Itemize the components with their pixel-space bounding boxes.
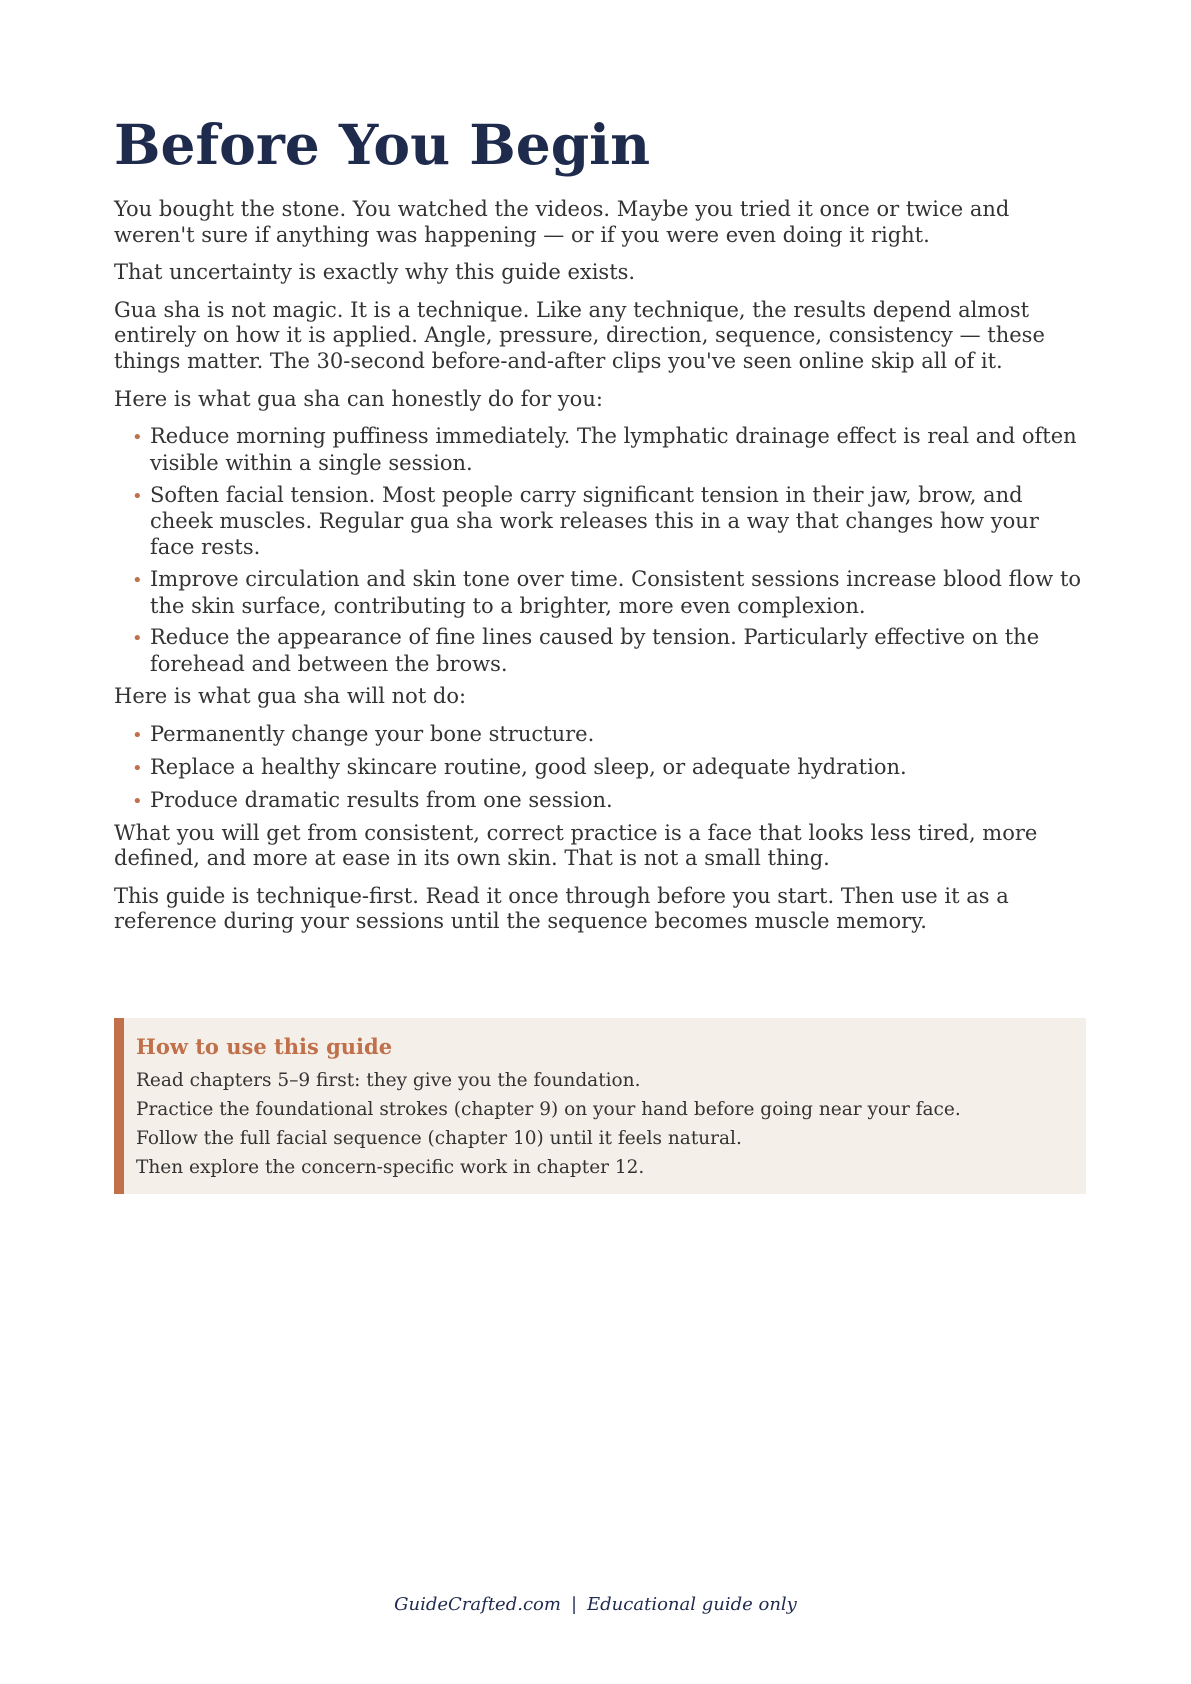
footer-separator: | (570, 1594, 578, 1615)
callout-line: Follow the full facial sequence (chapter 10) until it feels natural. (136, 1128, 742, 1149)
intro-paragraph: You bought the stone. You watched the videos. Maybe you tried it once or twice and weren't sure if anything was happening — or if you were even doing it right. (114, 197, 1010, 247)
callout-line: Then explore the concern-specific work in chapter 12. (136, 1157, 645, 1178)
list-intro: Here is what gua sha can honestly do for you: (114, 386, 603, 411)
footer-site: GuideCrafted.com (394, 1594, 561, 1615)
callout-line: Read chapters 5–9 first: they give you the foundation. (136, 1070, 641, 1091)
list-item: • Produce dramatic results from one session. (132, 788, 1084, 815)
list-intro: Here is what gua sha will not do: (114, 684, 467, 709)
list-item: • Soften facial tension. Most people carry significant tension in their jaw, brow, and cheek muscles. Regular gua sha work releases this in a way that changes how your face rests. (132, 482, 1039, 559)
intro-paragraph: Gua sha is not magic. It is a technique. Like any technique, the results depend almost entirely on how it is applied. Angle, pressure, direction, sequence, consistency — these things matter. The 30-second before-and-after clips you've seen online skip all of it. (114, 297, 1045, 373)
list-item: • Improve circulation and skin tone over time. Consistent sessions increase blood flow to the skin surface, contributing to a brighter, more even complexion. (132, 566, 1082, 618)
page-title: Before You Begin (114, 112, 651, 177)
closing-paragraph: What you will get from consistent, correct practice is a face that looks less tired, more defined, and more at ease in its own skin. That is not a small thing. (114, 820, 1038, 871)
bullet-icon: • (132, 757, 143, 779)
bullet-icon: • (132, 485, 143, 507)
bullet-icon: • (132, 790, 143, 812)
bullet-icon: • (132, 724, 143, 746)
page-footer (0, 1594, 1191, 1616)
list-item: • Replace a healthy skincare routine, good sleep, or adequate hydration. (132, 755, 1084, 782)
will-not-list (114, 722, 1084, 815)
bullet-icon: • (132, 628, 143, 650)
callout-line: Practice the foundational strokes (chapter 9) on your hand before going near your face. (136, 1099, 961, 1120)
list-item: • Permanently change your bone structure. (132, 722, 1084, 749)
body-text (114, 197, 1084, 947)
closing-paragraph: This guide is technique-first. Read it once through before you start. Then use it as a reference during your sessions until the sequence becomes muscle memory. (114, 883, 1009, 934)
can-do-list (114, 424, 1084, 678)
list-item: • Reduce the appearance of fine lines caused by tension. Particularly effective on the forehead and between the brows. (132, 625, 1040, 677)
footer-note: Educational guide only (587, 1594, 797, 1615)
intro-paragraph: That uncertainty is exactly why this guide exists. (114, 260, 636, 285)
bullet-icon: • (132, 427, 143, 449)
bullet-icon: • (132, 569, 143, 591)
list-item: • Reduce morning puffiness immediately. The lymphatic drainage effect is real and often visible within a single session. (132, 424, 1077, 475)
how-to-use-callout (114, 1018, 1086, 1194)
callout-title: How to use this guide (136, 1034, 393, 1059)
